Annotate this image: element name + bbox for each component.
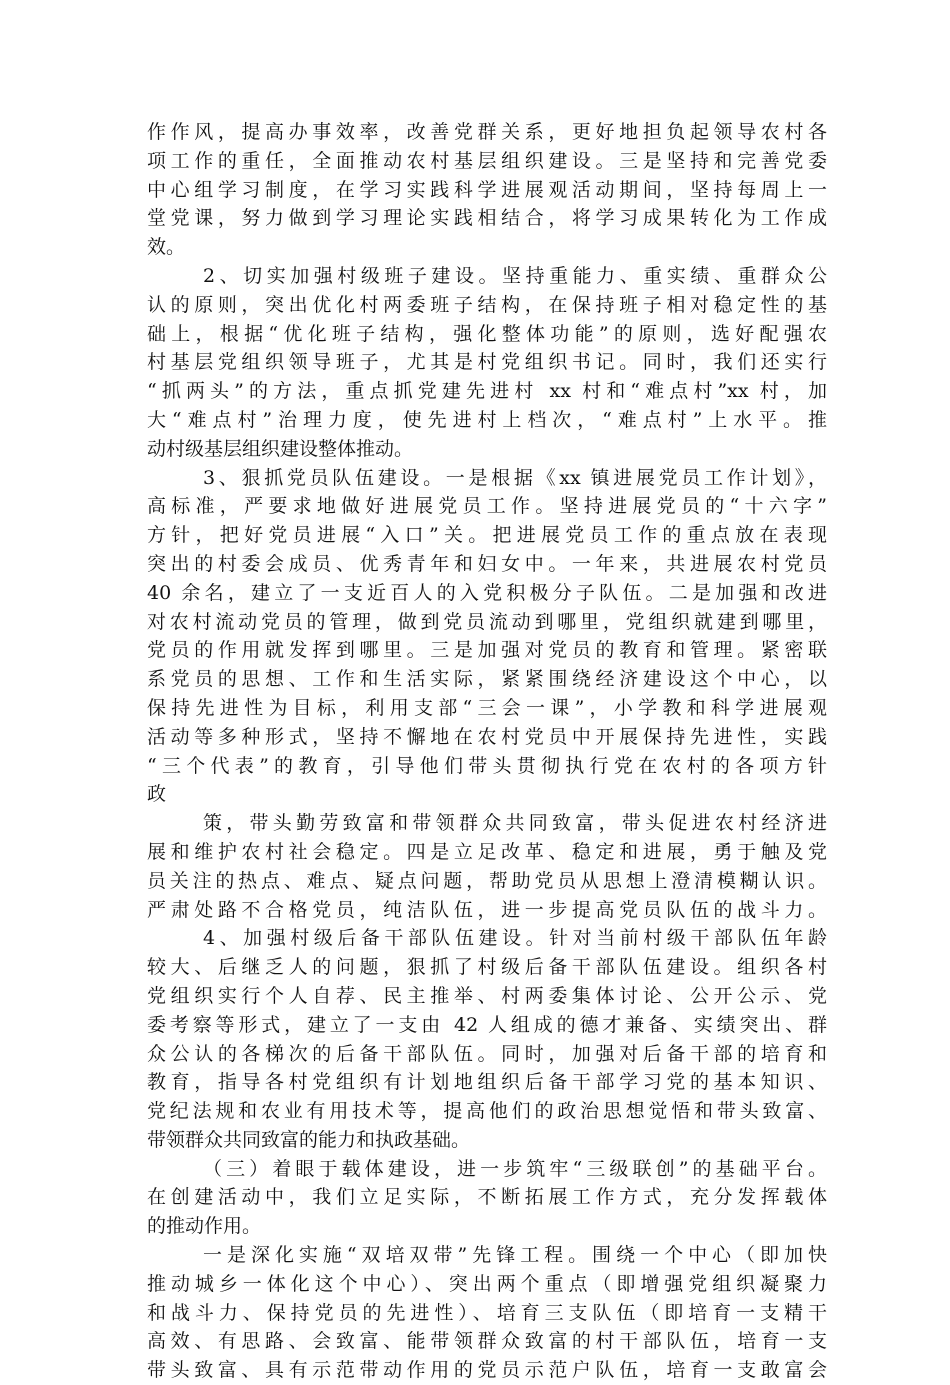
- text-line: 党纪法规和农业有用技术等，提高他们的政治思想觉悟和带头致富、: [147, 1100, 827, 1123]
- text-line: 对农村流动党员的管理，做到党员流动到哪里，党组织就建到哪里，: [147, 610, 827, 633]
- text-line: 党组织实行个人自荐、民主推举、村两委集体讨论、公开公示、党: [147, 984, 827, 1007]
- text-line: 推动城乡一体化这个中心）、突出两个重点（即增强党组织凝聚力: [147, 1272, 827, 1295]
- text-line: 策，带头勤劳致富和带领群众共同致富，带头促进农村经济进: [203, 812, 827, 835]
- text-line: 项工作的重任，全面推动农村基层组织建设。三是坚持和完善党委: [147, 149, 827, 172]
- text-line: 效。: [147, 236, 186, 259]
- text-line: 带头致富、具有示范带动作用的党员示范户队伍，培育一支敢富会: [147, 1359, 827, 1382]
- text-line: 系党员的思想、工作和生活实际，紧紧围绕经济建设这个中心，以: [147, 668, 827, 691]
- text-line: 展和维护农村社会稳定。四是立足改革、稳定和进展，勇于触及党: [147, 840, 827, 863]
- text-line: 础上，根据“优化班子结构，强化整体功能”的原则，选好配强农: [147, 322, 827, 345]
- text-line: 政: [147, 783, 167, 806]
- text-line: 教育，指导各村党组织有计划地组织后备干部学习党的基本知识、: [147, 1071, 827, 1094]
- text-line: 3、狠抓党员队伍建设。一是根据《xx 镇进展党员工作计划》，: [203, 466, 827, 489]
- text-line: “抓两头”的方法，重点抓党建先进村 xx 村和“难点村”xx 村，加: [147, 380, 827, 403]
- text-line: 活动等多种形式，坚持不懈地在农村党员中开展保持先进性，实践: [147, 725, 827, 748]
- text-line: 在创建活动中，我们立足实际，不断拓展工作方式，充分发挥载体: [147, 1186, 827, 1209]
- text-line: 一是深化实施“双培双带”先锋工程。围绕一个中心（即加快: [203, 1244, 827, 1267]
- text-line: 堂党课，努力做到学习理论实践相结合，将学习成果转化为工作成: [147, 207, 827, 230]
- text-line: 高标准，严要求地做好进展党员工作。坚持进展党员的“十六字”: [147, 495, 827, 518]
- text-line: 4、加强村级后备干部队伍建设。针对当前村级干部队伍年龄: [203, 927, 827, 950]
- text-line: 方针，把好党员进展“入口”关。把进展党员工作的重点放在表现: [147, 524, 827, 547]
- text-line: 2、切实加强村级班子建设。坚持重能力、重实绩、重群众公: [203, 264, 827, 287]
- text-line: 中心组学习制度，在学习实践科学进展观活动期间，坚持每周上一: [147, 178, 827, 201]
- text-line: “三个代表”的教育，引导他们带头贯彻执行党在农村的各项方针: [147, 754, 827, 777]
- text-line: 党员的作用就发挥到哪里。三是加强对党员的教育和管理。紧密联: [147, 639, 827, 662]
- text-line: 作作风，提高办事效率，改善党群关系，更好地担负起领导农村各: [147, 121, 827, 143]
- text-line: 高效、有思路、会致富、能带领群众致富的村干部队伍，培育一支: [147, 1330, 827, 1353]
- text-line: 委考察等形式，建立了一支由 42 人组成的德才兼备、实绩突出、群: [147, 1013, 827, 1036]
- text-line: 严肃处路不合格党员，纯洁队伍，进一步提高党员队伍的战斗力。: [147, 898, 827, 921]
- text-line: 40 余名，建立了一支近百人的入党积极分子队伍。二是加强和改进: [147, 581, 827, 604]
- text-line: 认的原则，突出优化村两委班子结构，在保持班子相对稳定性的基: [147, 293, 827, 316]
- document-body: [147, 118, 827, 1385]
- text-line: 村基层党组织领导班子，尤其是村党组织书记。同时，我们还实行: [147, 351, 827, 374]
- text-line: 和战斗力、保持党员的先进性）、培育三支队伍（即培育一支精干: [147, 1301, 827, 1324]
- text-line: 员关注的热点、难点、疑点问题，帮助党员从思想上澄清模糊认识。: [147, 869, 827, 892]
- text-line: 较大、后继乏人的问题，狠抓了村级后备干部队伍建设。组织各村: [147, 956, 827, 979]
- text-line: 带领群众共同致富的能力和执政基础。: [147, 1128, 471, 1151]
- text-line: 保持先进性为目标，利用支部“三会一课”，小学教和科学进展观: [147, 696, 827, 719]
- text-line: （三）着眼于载体建设，进一步筑牢“三级联创”的基础平台。: [203, 1157, 827, 1180]
- text-line: 众公认的各梯次的后备干部队伍。同时，加强对后备干部的培育和: [147, 1042, 827, 1065]
- text-line: 的推动作用。: [147, 1215, 262, 1238]
- text-line: 突出的村委会成员、优秀青年和妇女中。一年来，共进展农村党员: [147, 552, 827, 575]
- text-line: 大“难点村”治理力度，使先进村上档次，“难点村”上水平。推: [147, 408, 827, 431]
- text-line: 动村级基层组织建设整体推动。: [147, 437, 414, 460]
